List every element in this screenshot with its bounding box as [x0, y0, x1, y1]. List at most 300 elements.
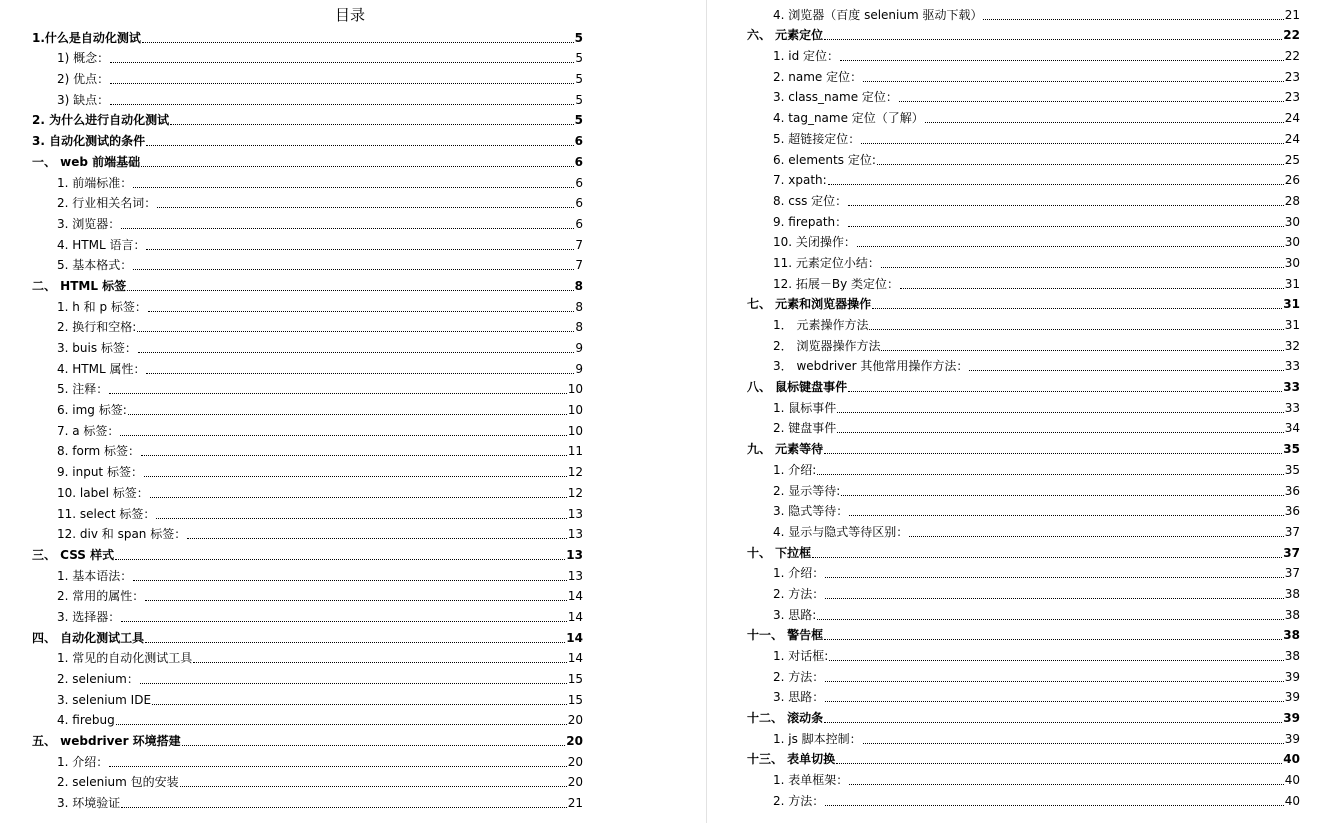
- toc-chapter-entry[interactable]: [712, 707, 1317, 728]
- toc-page-number: 36: [1284, 504, 1300, 519]
- toc-entry-text: 3. 环境验证: [57, 796, 121, 811]
- toc-entry-text: 4. tag_name 定位（了解）: [773, 111, 924, 126]
- toc-entry-text: 1． 元素操作方法: [773, 318, 869, 332]
- toc-section-entry[interactable]: [0, 482, 700, 503]
- toc-section-entry[interactable]: [0, 68, 700, 89]
- toc-page-number: 15: [567, 672, 583, 686]
- toc-section-entry[interactable]: [712, 232, 1317, 253]
- toc-page-number: 14: [567, 651, 583, 666]
- toc-section-entry[interactable]: [0, 89, 700, 110]
- toc-entry-text: 1.什么是自动化测试: [32, 30, 141, 45]
- dot-leader: [900, 288, 1284, 289]
- dot-leader: [841, 495, 1283, 496]
- toc-section-entry[interactable]: [0, 358, 700, 379]
- toc-page-number: 22: [1284, 49, 1300, 64]
- dot-leader: [157, 207, 574, 208]
- toc-page-number: 11: [567, 444, 583, 459]
- toc-page-number: 20: [567, 754, 583, 769]
- toc-page-number: 34: [1284, 421, 1300, 436]
- toc-chapter-entry[interactable]: [712, 625, 1317, 646]
- toc-page-number: 7: [575, 237, 583, 252]
- dot-leader: [142, 42, 574, 43]
- dot-leader: [109, 766, 566, 767]
- toc-section-entry[interactable]: [712, 397, 1317, 418]
- toc-section-entry[interactable]: [712, 728, 1317, 749]
- toc-entry-text: 五、 webdriver 环境搭建: [32, 734, 181, 749]
- toc-section-entry[interactable]: [712, 356, 1317, 377]
- dot-leader: [881, 267, 1284, 268]
- dot-leader: [133, 187, 574, 188]
- dot-leader: [146, 373, 574, 374]
- toc-page-number: 6: [575, 175, 583, 190]
- dot-leader: [837, 432, 1283, 433]
- toc-page-number: 15: [567, 692, 583, 707]
- toc-page-number: 21: [567, 796, 583, 811]
- dot-leader: [182, 745, 566, 746]
- toc-page-number: 8: [575, 320, 583, 335]
- dot-leader: [925, 122, 1284, 123]
- toc-section-entry[interactable]: [712, 128, 1317, 149]
- toc-entry-text: 七、 元素和浏览器操作: [747, 297, 872, 312]
- toc-page-number: 39: [1284, 669, 1300, 684]
- toc-page-right: [712, 0, 1317, 823]
- toc-entry-text: 7. a 标签：: [57, 423, 120, 438]
- toc-page-number: 14: [566, 630, 583, 645]
- dot-leader: [180, 786, 567, 787]
- dot-leader: [872, 308, 1282, 309]
- toc-section-entry[interactable]: [712, 418, 1317, 439]
- toc-page-number: 13: [566, 547, 583, 562]
- toc-list-left: [0, 27, 700, 813]
- toc-section-entry[interactable]: [712, 583, 1317, 604]
- toc-page-number: 5: [575, 51, 583, 66]
- dot-leader: [828, 184, 1284, 185]
- toc-entry-text: 3. 思路：: [773, 690, 825, 705]
- dot-leader: [170, 124, 574, 125]
- toc-entry-text: 1. 常见的自动化测试工具: [57, 651, 193, 666]
- dot-leader: [145, 642, 565, 643]
- toc-entry-text: 5. 超链接定位：: [773, 131, 861, 146]
- dot-leader: [145, 600, 566, 601]
- toc-page-number: 12: [567, 485, 583, 500]
- dot-leader: [824, 722, 1282, 723]
- toc-entry-text: 10. 关闭操作：: [773, 235, 856, 250]
- toc-chapter-entry[interactable]: [712, 376, 1317, 397]
- dot-leader: [817, 474, 1283, 475]
- toc-page-number: 10: [567, 382, 583, 397]
- toc-section-entry[interactable]: [0, 317, 700, 338]
- toc-entry-text: 2. 键盘事件: [773, 421, 837, 436]
- toc-entry-text: 十、 下拉框: [747, 545, 812, 560]
- toc-chapter-entry[interactable]: [0, 544, 700, 565]
- toc-section-entry[interactable]: [712, 769, 1317, 790]
- toc-section-entry[interactable]: [712, 107, 1317, 128]
- toc-page-number: 8: [575, 299, 583, 314]
- toc-entry-text: 4. HTML 属性：: [57, 361, 146, 376]
- dot-leader: [187, 538, 566, 539]
- toc-entry-text: 4. HTML 语言：: [57, 237, 146, 252]
- dot-leader: [148, 311, 574, 312]
- toc-section-entry[interactable]: [0, 710, 700, 731]
- toc-chapter-entry[interactable]: [712, 25, 1317, 46]
- dot-leader: [863, 743, 1284, 744]
- toc-entry-text: 6. img 标签:: [57, 403, 127, 418]
- dot-leader: [120, 435, 566, 436]
- toc-page-number: 13: [567, 506, 583, 521]
- toc-chapter-entry[interactable]: [0, 275, 700, 296]
- toc-page-number: 6: [574, 154, 583, 169]
- toc-page-number: 30: [1284, 255, 1300, 270]
- toc-page-number: 24: [1284, 131, 1300, 146]
- dot-leader: [116, 724, 567, 725]
- dot-leader: [156, 518, 566, 519]
- dot-leader: [983, 19, 1283, 20]
- toc-entry-text: 2. 行业相关名词：: [57, 196, 157, 211]
- toc-page-number: 6: [574, 134, 583, 149]
- dot-leader: [969, 370, 1283, 371]
- dot-leader: [857, 246, 1284, 247]
- toc-entry-text: 8. css 定位：: [773, 193, 848, 208]
- dot-leader: [869, 329, 1283, 330]
- toc-page-number: 31: [1284, 276, 1300, 291]
- toc-entry-text: 3. 思路:: [773, 607, 817, 622]
- toc-section-entry[interactable]: [0, 606, 700, 627]
- toc-entry-text: 三、 CSS 样式: [32, 547, 115, 562]
- toc-page-number: 26: [1284, 173, 1300, 188]
- dot-leader: [137, 331, 574, 332]
- dot-leader: [146, 145, 574, 146]
- toc-entry-text: 1. 介绍：: [773, 566, 825, 581]
- toc-page-number: 25: [1284, 152, 1300, 167]
- toc-page-number: 30: [1284, 214, 1300, 229]
- toc-entry-text: 3. class_name 定位：: [773, 90, 898, 105]
- dot-leader: [121, 621, 566, 622]
- toc-entry-text: 7. xpath:: [773, 173, 827, 188]
- toc-entry-text: 二、 HTML 标签: [32, 278, 127, 293]
- toc-entry-text: 3. buis 标签：: [57, 341, 137, 355]
- toc-entry-text: 2. 方法：: [773, 586, 825, 601]
- dot-leader: [836, 763, 1282, 764]
- dot-leader: [138, 352, 574, 353]
- toc-section-entry[interactable]: [712, 273, 1317, 294]
- toc-page-number: 6: [575, 216, 583, 231]
- toc-section-entry[interactable]: [0, 792, 700, 813]
- toc-entry-text: 1. 表单框架：: [773, 773, 849, 788]
- dot-leader: [877, 164, 1284, 165]
- toc-section-entry[interactable]: [712, 252, 1317, 273]
- toc-section-entry[interactable]: [712, 687, 1317, 708]
- toc-entry-text: 3. 浏览器：: [57, 216, 121, 231]
- toc-page-number: 14: [567, 609, 583, 624]
- toc-page-number: 35: [1283, 442, 1300, 457]
- dot-leader: [115, 559, 565, 560]
- toc-entry-text: 3. 选择器：: [57, 609, 121, 624]
- toc-section-entry[interactable]: [712, 190, 1317, 211]
- toc-entry-text: 九、 元素等待: [747, 442, 824, 457]
- toc-section-entry[interactable]: [0, 420, 700, 441]
- toc-section-entry[interactable]: [0, 172, 700, 193]
- toc-section-entry[interactable]: [0, 193, 700, 214]
- toc-section-entry[interactable]: [712, 666, 1317, 687]
- toc-page-number: 40: [1283, 752, 1300, 767]
- toc-page-number: 13: [567, 527, 583, 542]
- toc-section-entry[interactable]: [0, 48, 700, 69]
- toc-chapter-entry[interactable]: [0, 730, 700, 751]
- toc-entry-text: 3. selenium IDE: [57, 692, 152, 707]
- dot-leader: [133, 269, 574, 270]
- toc-page-number: 6: [575, 196, 583, 211]
- dot-leader: [128, 414, 567, 415]
- toc-entry-text: 9. input 标签：: [57, 465, 143, 480]
- toc-page-number: 33: [1284, 400, 1300, 415]
- toc-page-number: 20: [566, 734, 583, 749]
- toc-section-entry[interactable]: [712, 563, 1317, 584]
- dot-leader: [141, 166, 573, 167]
- toc-chapter-entry[interactable]: [0, 110, 700, 131]
- toc-entry-text: 2. 方法：: [773, 793, 825, 808]
- toc-page-number: 37: [1284, 524, 1300, 539]
- dot-leader: [193, 662, 566, 663]
- toc-page-number: 38: [1284, 586, 1300, 601]
- toc-section-entry[interactable]: [712, 459, 1317, 480]
- toc-chapter-entry[interactable]: [712, 749, 1317, 770]
- toc-page-number: 38: [1283, 628, 1300, 643]
- dot-leader: [825, 681, 1283, 682]
- toc-page-number: 36: [1284, 483, 1300, 498]
- toc-page-number: 23: [1284, 90, 1300, 105]
- dot-leader: [133, 580, 566, 581]
- toc-entry-text: 十三、 表单切换: [747, 752, 836, 767]
- toc-entry-text: 2． 浏览器操作方法: [773, 338, 881, 353]
- toc-entry-text: 1. 鼠标事件: [773, 400, 837, 415]
- toc-chapter-entry[interactable]: [0, 627, 700, 648]
- dot-leader: [141, 455, 567, 456]
- toc-chapter-entry[interactable]: [0, 151, 700, 172]
- dot-leader: [849, 784, 1283, 785]
- toc-entry-text: 六、 元素定位: [747, 28, 824, 43]
- toc-page-number: 5: [574, 30, 583, 45]
- toc-entry-text: 3) 缺点：: [57, 92, 110, 107]
- toc-section-entry[interactable]: [0, 461, 700, 482]
- toc-entry-text: 四、 自动化测试工具: [32, 630, 145, 645]
- toc-section-entry[interactable]: [0, 689, 700, 710]
- toc-section-entry[interactable]: [712, 501, 1317, 522]
- toc-chapter-entry[interactable]: [712, 294, 1317, 315]
- toc-page-number: 23: [1284, 69, 1300, 84]
- toc-section-entry[interactable]: [712, 45, 1317, 66]
- toc-entry-text: 1. h 和 p 标签：: [57, 299, 147, 314]
- toc-section-entry[interactable]: [0, 524, 700, 545]
- toc-section-entry[interactable]: [0, 565, 700, 586]
- dot-leader: [824, 453, 1282, 454]
- toc-page-number: 9: [575, 361, 583, 376]
- toc-page-number: 35: [1284, 462, 1300, 477]
- toc-page-number: 32: [1284, 338, 1300, 353]
- toc-entry-text: 3. 隐式等待：: [773, 504, 849, 519]
- dot-leader: [121, 807, 566, 808]
- toc-page-number: 5: [574, 113, 583, 128]
- toc-entry-text: 1) 概念：: [57, 51, 110, 66]
- toc-page-number: 7: [575, 258, 583, 273]
- toc-entry-text: 1. 介绍:: [773, 462, 817, 477]
- toc-entry-text: 2. 方法：: [773, 669, 825, 684]
- toc-section-entry[interactable]: [0, 255, 700, 276]
- dot-leader: [144, 476, 567, 477]
- toc-entry-text: 10. label 标签：: [57, 485, 149, 500]
- dot-leader: [824, 639, 1282, 640]
- toc-page-number: 9: [575, 341, 583, 355]
- toc-section-entry[interactable]: [0, 586, 700, 607]
- toc-list-right: [712, 4, 1317, 811]
- toc-entry-text: 2) 优点：: [57, 72, 110, 87]
- toc-section-entry[interactable]: [712, 149, 1317, 170]
- toc-page-number: 14: [567, 589, 583, 604]
- toc-page-number: 8: [574, 278, 583, 293]
- toc-chapter-entry[interactable]: [0, 27, 700, 48]
- toc-page-number: 21: [1284, 7, 1300, 22]
- toc-page-number: 37: [1284, 566, 1300, 581]
- dot-leader: [899, 101, 1284, 102]
- toc-section-entry[interactable]: [712, 211, 1317, 232]
- toc-entry-text: 4. 浏览器（百度 selenium 驱动下载）: [773, 7, 983, 22]
- dot-leader: [127, 290, 573, 291]
- toc-chapter-entry[interactable]: [712, 438, 1317, 459]
- page-divider: [706, 0, 707, 823]
- toc-section-entry[interactable]: [0, 379, 700, 400]
- dot-leader: [110, 83, 574, 84]
- toc-chapter-entry[interactable]: [712, 542, 1317, 563]
- toc-entry-text: 12. div 和 span 标签：: [57, 527, 187, 542]
- dot-leader: [146, 249, 574, 250]
- toc-entry-text: 十二、 滚动条: [747, 711, 824, 726]
- toc-entry-text: 1. js 脚本控制：: [773, 731, 862, 746]
- toc-entry-text: 1. 前端标准：: [57, 175, 133, 190]
- toc-entry-text: 3． webdriver 其他常用操作方法：: [773, 359, 969, 374]
- toc-page-number: 31: [1283, 297, 1300, 312]
- toc-section-entry[interactable]: [712, 170, 1317, 191]
- toc-page-number: 12: [567, 465, 583, 480]
- toc-section-entry[interactable]: [712, 66, 1317, 87]
- toc-entry-text: 3. 自动化测试的条件: [32, 134, 146, 149]
- toc-page-number: 20: [567, 775, 583, 790]
- toc-section-entry[interactable]: [712, 480, 1317, 501]
- toc-section-entry[interactable]: [0, 648, 700, 669]
- toc-section-entry[interactable]: [0, 399, 700, 420]
- toc-entry-text: 一、 web 前端基础: [32, 154, 141, 169]
- dot-leader: [812, 557, 1282, 558]
- toc-section-entry[interactable]: [712, 314, 1317, 335]
- dot-leader: [825, 805, 1283, 806]
- dot-leader: [837, 412, 1283, 413]
- dot-leader: [848, 226, 1284, 227]
- toc-page-number: 10: [567, 423, 583, 438]
- toc-page-number: 39: [1283, 711, 1300, 726]
- toc-section-entry[interactable]: [0, 213, 700, 234]
- dot-leader: [825, 701, 1283, 702]
- dot-leader: [121, 228, 574, 229]
- toc-entry-text: 2. 换行和空格:: [57, 320, 137, 335]
- toc-page-number: 30: [1284, 235, 1300, 250]
- toc-page-number: 24: [1284, 111, 1300, 126]
- toc-section-entry[interactable]: [0, 296, 700, 317]
- dot-leader: [110, 62, 574, 63]
- toc-page-number: 39: [1284, 690, 1300, 705]
- toc-entry-text: 4. firebug: [57, 713, 115, 728]
- toc-page-number: 5: [575, 92, 583, 107]
- toc-entry-text: 12. 拓展－By 类定位：: [773, 276, 900, 291]
- toc-section-entry[interactable]: [0, 772, 700, 793]
- toc-page-number: 33: [1283, 380, 1300, 395]
- toc-section-entry[interactable]: [712, 645, 1317, 666]
- dot-leader: [109, 393, 566, 394]
- toc-entry-text: 八、 鼠标键盘事件: [747, 380, 848, 395]
- toc-page-number: 38: [1284, 607, 1300, 622]
- toc-entry-text: 1. id 定位：: [773, 49, 840, 64]
- dot-leader: [817, 619, 1283, 620]
- toc-page-number: 40: [1284, 773, 1300, 788]
- toc-section-entry[interactable]: [712, 604, 1317, 625]
- dot-leader: [824, 39, 1282, 40]
- toc-entry-text: 1. 对话框:: [773, 649, 829, 663]
- dot-leader: [849, 515, 1283, 516]
- toc-section-entry[interactable]: [712, 521, 1317, 542]
- toc-page-number: 40: [1284, 793, 1300, 808]
- dot-leader: [829, 660, 1283, 661]
- toc-section-entry[interactable]: [0, 337, 700, 358]
- toc-entry-text: 4. 显示与隐式等待区别：: [773, 524, 909, 539]
- dot-leader: [840, 60, 1284, 61]
- dot-leader: [825, 577, 1283, 578]
- toc-section-entry[interactable]: [712, 87, 1317, 108]
- dot-leader: [150, 497, 567, 498]
- toc-entry-text: 5. 注释：: [57, 382, 109, 397]
- toc-page-number: 39: [1284, 731, 1300, 746]
- toc-page-number: 22: [1283, 28, 1300, 43]
- toc-entry-text: 1. 介绍：: [57, 754, 109, 769]
- toc-entry-text: 2. 显示等待:: [773, 483, 841, 498]
- toc-section-entry[interactable]: [712, 335, 1317, 356]
- toc-entry-text: 11. select 标签：: [57, 506, 156, 521]
- dot-leader: [825, 598, 1283, 599]
- toc-entry-text: 5. 基本格式：: [57, 258, 133, 273]
- toc-section-entry[interactable]: [0, 441, 700, 462]
- toc-page-number: 13: [567, 568, 583, 583]
- toc-section-entry[interactable]: [0, 751, 700, 772]
- toc-section-entry[interactable]: [712, 4, 1317, 25]
- dot-leader: [909, 536, 1283, 537]
- toc-page-number: 5: [575, 72, 583, 87]
- toc-section-entry[interactable]: [0, 503, 700, 524]
- dot-leader: [861, 143, 1283, 144]
- toc-title: 目录: [334, 6, 365, 24]
- toc-page-number: 28: [1284, 193, 1300, 208]
- toc-section-entry[interactable]: [0, 234, 700, 255]
- toc-section-entry[interactable]: [712, 790, 1317, 811]
- dot-leader: [152, 704, 567, 705]
- toc-entry-text: 1. 基本语法：: [57, 568, 133, 583]
- toc-page-number: 10: [567, 403, 583, 418]
- toc-section-entry[interactable]: [0, 668, 700, 689]
- toc-entry-text: 11. 元素定位小结：: [773, 255, 880, 270]
- toc-page-number: 20: [567, 713, 583, 728]
- toc-entry-text: 6. elements 定位:: [773, 152, 876, 167]
- toc-page-number: 33: [1284, 359, 1300, 374]
- toc-entry-text: 9. firepath：: [773, 214, 848, 229]
- dot-leader: [140, 683, 567, 684]
- dot-leader: [110, 104, 574, 105]
- toc-entry-text: 2. selenium 包的安装: [57, 775, 179, 790]
- toc-chapter-entry[interactable]: [0, 130, 700, 151]
